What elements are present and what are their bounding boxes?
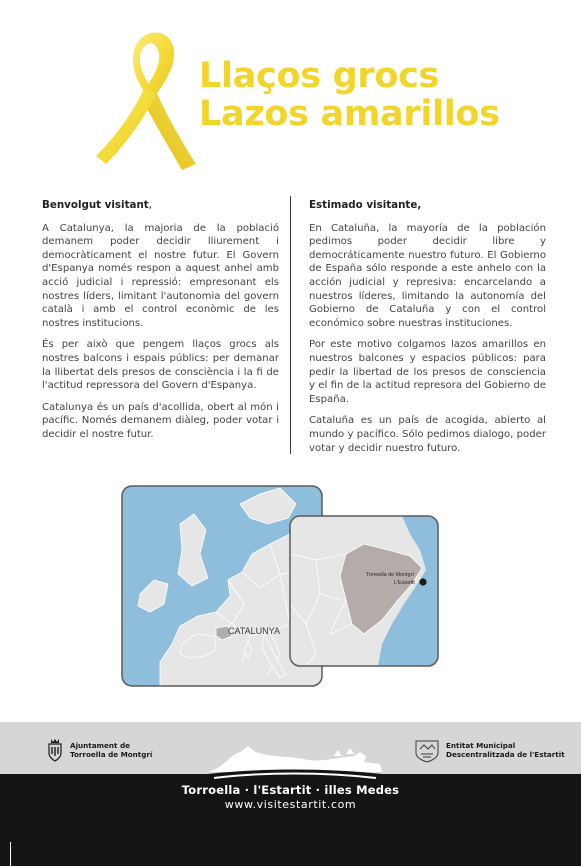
column-divider [290,196,291,454]
spanish-paragraph-1: En Cataluña, la mayoría de la población pedimos poder decidir libre y democráticamente nuestro futuro. El Gobierno de España sólo responde a este anhelo con la acción judicial y represiva: encarcelando a nuestros líderes, limitando la autonomía del Gobierno de Cataluña y con el control económico sobre nuestras instituciones. [309,222,546,329]
catalan-paragraph-1: A Catalunya, la majoria de la població demanem poder decidir lliurement i democràticament el nostre futur. El Govern d'Espanya només respon a aquest anhel amb acció judicial i repressió: empresonant els nostres líders, limitant l'autonomia del govern català i amb el control econòmic de les nostres institucions. [42,222,279,329]
location-map [120,484,442,688]
estartit-emblem-icon [414,737,440,763]
place-label-line2: L'Estartit [394,580,415,586]
yellow-ribbon-icon [92,24,204,174]
catalan-paragraph-2: És per això que pengem llaços grocs als nostres balcons i espais públics: per demanar la llibertat dels presos de consciència i la fi de l'actitud repressora del Govern d'Espanya. [42,339,279,392]
brand-name: Torroella · l'Estartit · illes Medes [181,783,400,797]
left-org-line1: Ajuntament de [70,741,130,750]
spanish-paragraph-3: Cataluña es un país de acogida, abierto al mundo y pacífico. Sólo pedimos dialogo, poder votar y decidir nuestro futuro. [309,415,546,454]
torroella-council-logo [46,733,152,767]
page-title [199,57,569,133]
coat-of-arms-icon [46,738,64,762]
spanish-column [309,199,546,463]
title-spanish: Lazos amarillos [199,94,500,134]
left-org-line2: Torroella de Montgrí [70,750,153,759]
right-org-line1: Entitat Municipal [446,741,516,750]
catalonia-inset-map [290,516,438,666]
region-label: CATALUNYA [228,626,281,636]
right-org-line2: Descentralitzada de l'Estartit [446,750,565,759]
place-label-line1: Torroella de Montgrí [366,572,414,578]
edge-mark [10,842,11,866]
title-catalan: Llaços grocs [199,56,440,96]
spanish-greeting: Estimado visitante, [309,199,422,211]
location-marker [419,578,426,585]
catalan-paragraph-3: Catalunya és un país d'acollida, obert al món i pacífic. Només demanem diàleg, poder votar i decidir el nostre futur. [42,401,279,440]
catalan-column [42,199,279,450]
spanish-paragraph-2: Por este motivo colgamos lazos amarillos en nuestros balcones y espacios públicos: para pedir la libertad de los presos de consciencia y el fin de la actitud represora del Gobierno de España. [309,339,546,405]
catalan-greeting: Benvolgut visitant, [42,199,152,211]
medes-islands-logo-icon [204,742,386,782]
estartit-entity-logo [414,733,565,767]
website-link[interactable]: www.visitestartit.com [224,798,357,811]
